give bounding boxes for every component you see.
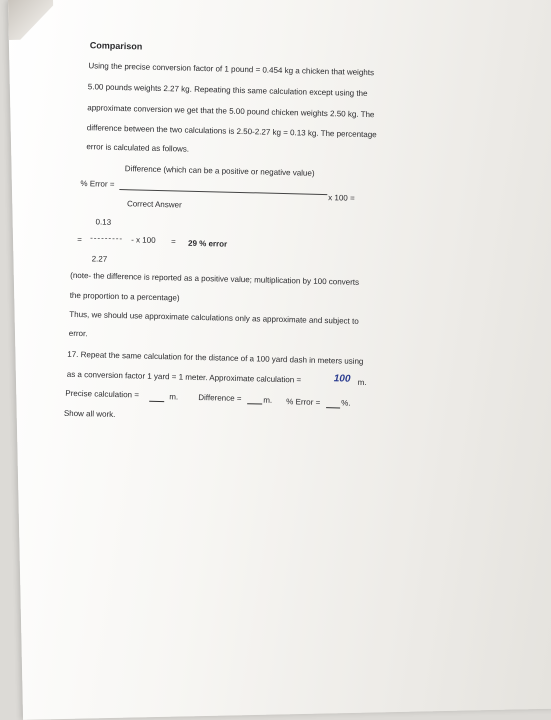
difference-unit: m. bbox=[263, 395, 273, 405]
fraction-bar bbox=[119, 189, 327, 195]
calc-denominator: 2.27 bbox=[91, 254, 108, 264]
section-heading: Comparison bbox=[89, 40, 143, 52]
calc-equals: = bbox=[77, 234, 82, 245]
precise-blank[interactable] bbox=[149, 401, 164, 402]
error-unit: %. bbox=[341, 398, 351, 408]
formula-lhs: % Error = bbox=[80, 179, 115, 189]
calc-fraction-dashes: --------- bbox=[90, 233, 124, 244]
paragraph-line-3: approximate conversion we get that the 5.00 pound chicken weights 2.50 kg. The bbox=[87, 103, 375, 120]
precise-unit: m. bbox=[169, 392, 179, 402]
note-line-1: (note- the difference is reported as a positive value; multiplication by 100 converts bbox=[70, 270, 360, 287]
error-blank[interactable] bbox=[326, 407, 340, 408]
paragraph-line-2: 5.00 pounds weights 2.27 kg. Repeating this same calculation except using the bbox=[87, 82, 368, 99]
show-work-instruction: Show all work. bbox=[63, 408, 116, 419]
difference-blank[interactable] bbox=[247, 403, 262, 404]
note-line-2: the proportion to a percentage) bbox=[69, 290, 180, 303]
formula-numerator: Difference (which can be a positive or negative value) bbox=[124, 164, 315, 178]
question-line-2: as a conversion factor 1 yard = 1 meter. Approximate calculation = bbox=[66, 369, 302, 385]
note-line-3: Thus, we should use approximate calculations only as approximate and subject to bbox=[69, 309, 359, 326]
difference-label: Difference = bbox=[198, 392, 242, 404]
error-label: % Error = bbox=[286, 397, 321, 407]
formula-rhs: x 100 = bbox=[328, 193, 355, 203]
handwritten-answer: 100 bbox=[333, 373, 351, 385]
paragraph-line-5: error is calculated as follows. bbox=[86, 142, 190, 154]
approx-unit: m. bbox=[357, 377, 367, 388]
calc-equals-2: = bbox=[170, 237, 176, 247]
calc-times-100: - x 100 bbox=[131, 235, 156, 245]
calc-result: 29 % error bbox=[187, 238, 228, 249]
note-line-4: error. bbox=[68, 328, 88, 339]
question-line-1: 17. Repeat the same calculation for the distance of a 100 yard dash in meters using bbox=[67, 349, 364, 367]
formula-denominator: Correct Answer bbox=[126, 199, 182, 210]
calc-numerator: 0.13 bbox=[95, 217, 112, 227]
paragraph-line-4: difference between the two calculations is 2.50-2.27 kg = 0.13 kg. The percentage bbox=[86, 123, 377, 140]
precise-label: Precise calculation = bbox=[65, 388, 140, 400]
paragraph-line-1: Using the precise conversion factor of 1 pound = 0.454 kg a chicken that weights bbox=[88, 61, 375, 78]
